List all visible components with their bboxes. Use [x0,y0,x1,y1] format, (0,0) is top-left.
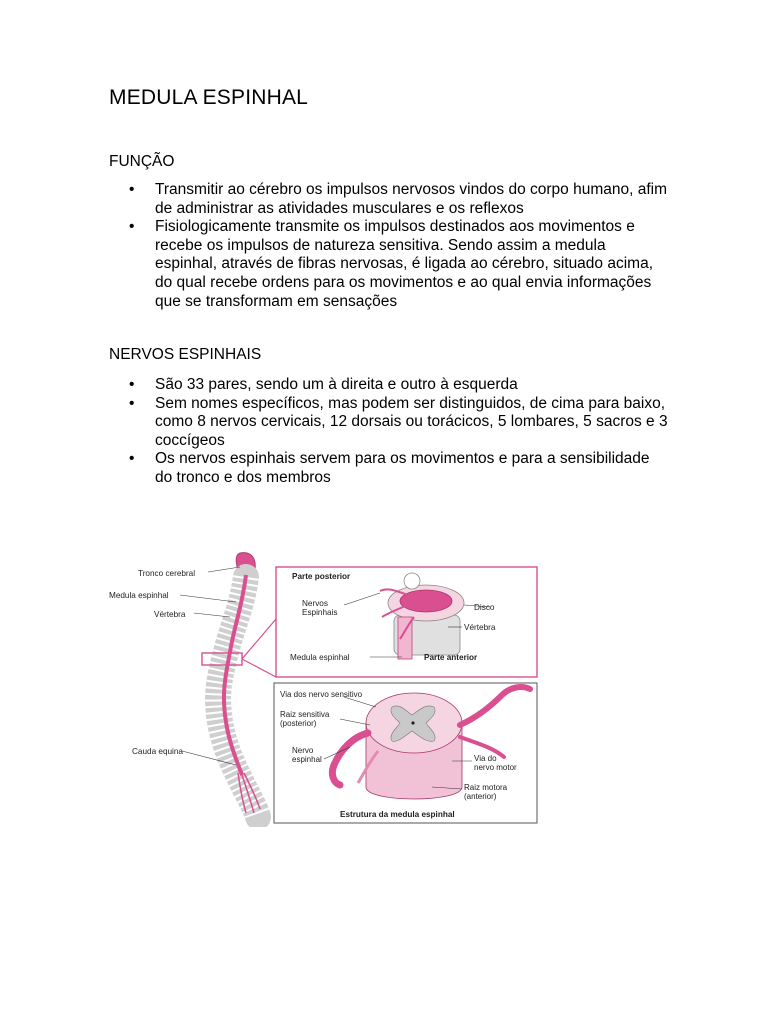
label-raiz-sensitiva-line2: (posterior) [280,719,317,728]
label-nervo-line2: espinhal [292,755,322,764]
label-via-motor-line2: nervo motor [474,763,517,772]
label-vertebra: Vértebra [154,610,186,619]
list-item [109,376,669,395]
label-raiz-sensitiva-line1: Raiz sensitiva [280,710,330,719]
label-nervo-line1: Nervo [292,746,314,755]
label-parte-anterior: Parte anterior [424,653,478,662]
label-parte-posterior: Parte posterior [292,572,351,581]
spine-drawing [109,553,276,817]
bullet-icon: • [129,394,135,412]
funcao-list [109,181,669,311]
bullet-icon: • [129,376,135,393]
bullet-icon: • [129,218,135,236]
central-canal [411,721,414,724]
label-tronco-cerebral: Tronco cerebral [138,569,196,578]
label-disco: Disco [474,603,495,612]
label-medula-top: Medula espinhal [290,653,350,662]
label-raiz-motora-line2: (anterior) [464,792,497,801]
label-cauda-equina: Cauda equina [132,747,183,756]
list-item [109,218,669,311]
label-medula-espinhal: Medula espinhal [109,591,169,600]
figure-caption: Estrutura da medula espinhal [340,810,455,819]
section-heading-nervos-espinhais: NERVOS ESPINHAIS [109,346,262,363]
spinous-process [404,573,420,589]
label-vertebra-top: Vértebra [464,623,496,632]
disc-nucleus [400,590,452,612]
list-item-text: São 33 pares, sendo um à direita e outro à esquerda [155,376,518,393]
section-heading-funcao: FUNÇÃO [109,153,175,170]
spinal-cord-figure [108,547,540,827]
list-item [109,181,669,218]
list-item [109,450,669,487]
label-raiz-motora-line1: Raiz motora [464,783,508,792]
label-via-nervo-sensitivo: Via dos nervo sensitivo [280,690,363,699]
label-nervos-line2: Espinhais [302,608,338,617]
nervos-list [109,376,669,488]
list-item-text: Transmitir ao cérebro os impulsos nervosos vindos do corpo humano, afim de administrar as atividades musculares e os reflexos [155,181,668,217]
list-item-text: Os nervos espinhais servem para os movimentos e para a sensibilidade do tronco e dos membros [155,450,650,486]
label-nervos-line1: Nervos [302,599,328,608]
connector-line-bottom [242,659,276,677]
list-item-text: Sem nomes específicos, mas podem ser distinguidos, de cima para baixo, como 8 nervos cervicais, 12 dorsais ou torácicos, 5 lombares, 5 sacros e 3 coccígeos [155,394,668,449]
list-item [109,395,669,451]
bullet-icon: • [129,181,135,198]
spinal-cord-illustration [108,547,540,827]
label-via-motor-line1: Via do [474,754,497,763]
bullet-icon: • [129,450,135,468]
list-item-text: Fisiologicamente transmite os impulsos destinados aos movimentos e recebe os impulsos de natureza sensitiva. Sendo assim a medula espinhal, através de fibras nervosas, é ligada ao cérebro, situado acima, do qual recebe ordens para os movimentos e ao qual envia informações que se transformam em sensações [155,218,654,310]
leader-medula [180,595,236,602]
bottom-panel [274,683,537,823]
top-panel [276,567,537,677]
page-title: MEDULA ESPINHAL [109,86,309,109]
